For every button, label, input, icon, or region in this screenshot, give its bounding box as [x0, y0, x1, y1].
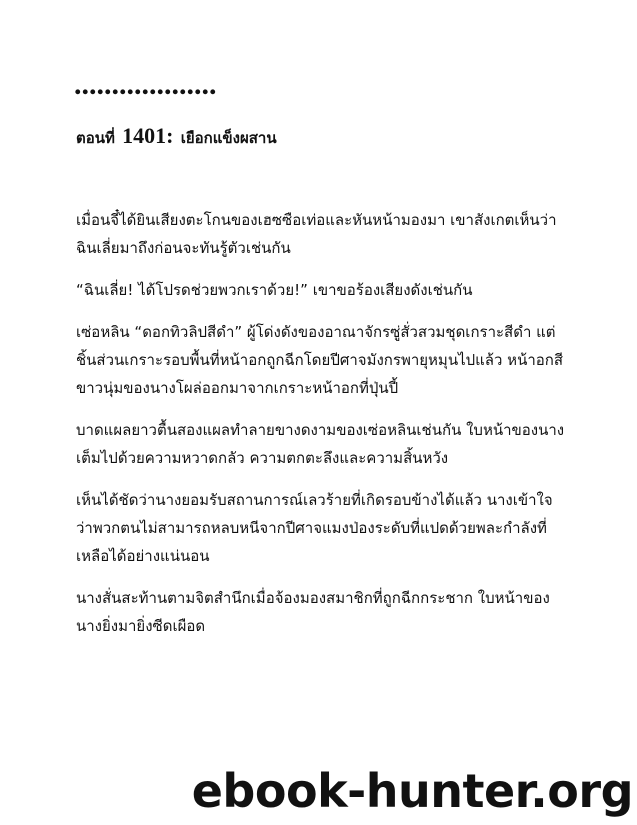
chapter-heading	[76, 124, 277, 150]
paragraph: เห็นได้ชัดว่านางยอมรับสถานการณ์เลวร้ายที่เกิดรอบข้างได้แล้ว นางเข้าใจว่าพวกตนไม่สามารถหลบหนีจากปีศาจแมงป่องระดับที่แปดด้วยพละกำลังที่เหลือได้อย่างแน่นอน	[76, 491, 553, 565]
chapter-prefix: ตอนที่	[76, 129, 115, 147]
chapter-body	[76, 206, 568, 654]
paragraph: บาดแผลยาวตื้นสองแผลทำลายขางดงามของเซ่อหลินเช่นกัน ใบหน้าของนางเต็มไปด้วยความหวาดกลัว ความตกตะลึงและความสิ้นหวัง	[76, 421, 565, 467]
watermark-text: ebook-hunter.org	[191, 764, 633, 818]
chapter-title: เยือกแข็งผสาน	[180, 129, 277, 147]
paragraph: นางสั่นสะท้านตามจิตสำนึกเมื่อจ้องมองสมาชิกที่ถูกฉีกกระชาก ใบหน้าของนางยิ่งมายิ่งซีดเผือด	[76, 589, 550, 635]
paragraph: เมื่อนจี๋ได้ยินเสียงตะโกนของเฮซซือเท่อและหันหน้ามองมา เขาสังเกตเห็นว่าฉินเลี่ยมาถึงก่อนจะทันรู้ตัวเช่นกัน	[76, 211, 557, 257]
paragraph: เซ่อหลิน “ดอกทิวลิปสีดำ” ผู้โด่งดังของอาณาจักรซู่สั่วสวมชุดเกราะสีดำ แต่ชิ้นส่วนเกราะรอบพื้นที่หน้าอกถูกฉีกโดยปีศาจมังกรพายุหมุนไปแล้ว หน้าอกสีขาวนุ่มของนางโผล่ออกมาจากเกราะหน้าอกที่ปุ่นปี้	[76, 323, 563, 397]
paragraph: “ฉินเลี่ย! ได้โปรดช่วยพวกเราด้วย!” เขาขอร้องเสียงดังเช่นกัน	[76, 281, 473, 299]
chapter-number: 1401:	[122, 123, 174, 148]
section-separator: ...................	[74, 68, 217, 101]
